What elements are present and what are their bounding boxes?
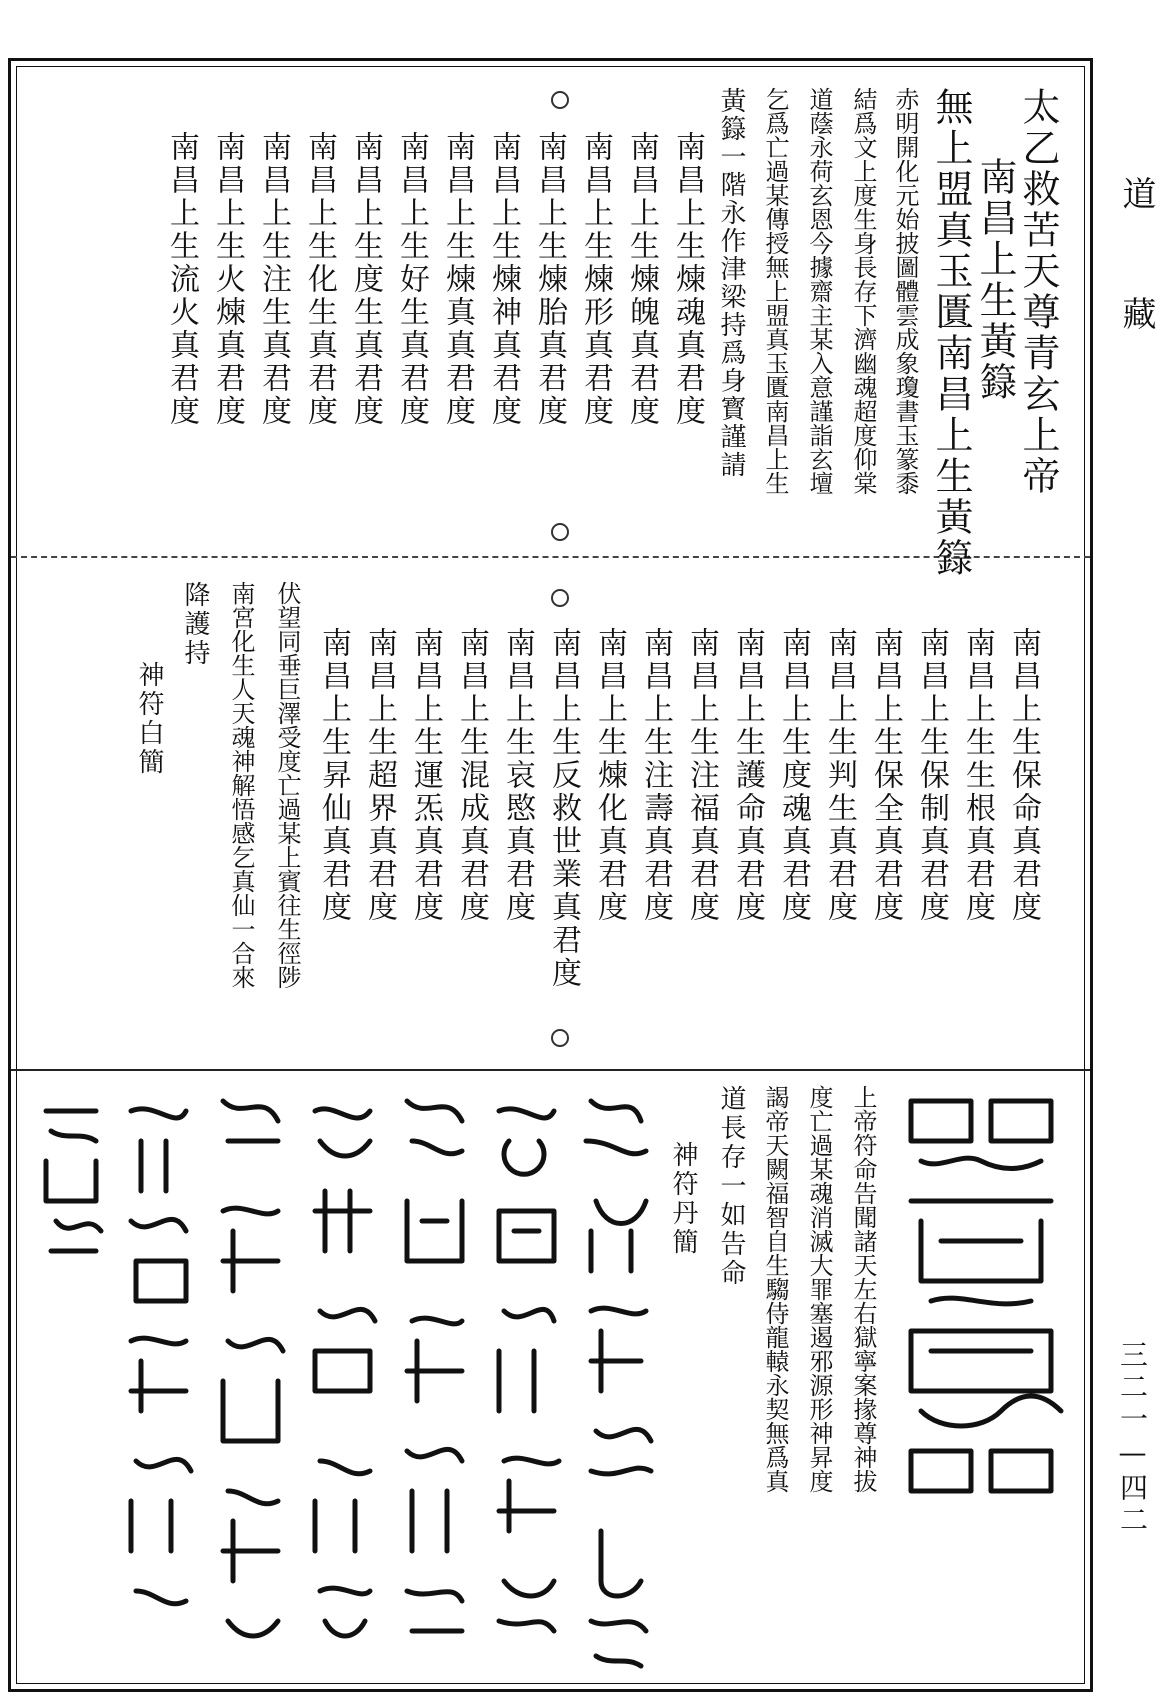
top-column-16: 南昌上生度生真君度 xyxy=(348,131,383,428)
seal-script-talisman-large xyxy=(891,1081,1071,1501)
top-column-15: 南昌上生好生真君度 xyxy=(394,131,429,428)
top-column-11: 南昌上生煉形真君度 xyxy=(578,131,613,428)
bottom-column-2: 度亡過某魂消滅大罪塞遏邪源形神昇度 xyxy=(805,1085,833,1493)
middle-column-5: 南昌上生判生真君度 xyxy=(822,627,857,924)
seal-script-column-6 xyxy=(111,1081,201,1681)
bottom-column-4: 道長存一如告命 xyxy=(716,1085,746,1288)
middle-column-9: 南昌上生注壽真君度 xyxy=(638,627,673,924)
binding-hole-2 xyxy=(551,523,569,541)
collection-title xyxy=(1112,176,1161,220)
middle-column-10: 南昌上生煉化真君度 xyxy=(592,627,627,924)
seal-script-column-7 xyxy=(31,1081,111,1281)
middle-column-15: 南昌上生超界真君度 xyxy=(362,627,397,924)
middle-column-1: 南昌上生保命真君度 xyxy=(1006,627,1041,924)
top-column-14: 南昌上生煉真真君度 xyxy=(440,131,475,428)
top-column-4: 赤明開化元始披圖體雲成象瓊書玉篆黍 xyxy=(891,87,919,495)
seal-script-column-3 xyxy=(387,1081,477,1681)
top-column-2: 南昌上生黃籙 xyxy=(973,157,1017,403)
middle-column-7: 南昌上生護命真君度 xyxy=(730,627,765,924)
middle-column-13: 南昌上生混成真君度 xyxy=(454,627,489,924)
section-divider-bottom xyxy=(11,1069,1090,1071)
top-column-3: 無上盟真玉匱南昌上生黃籙 xyxy=(929,87,973,579)
page-reference xyxy=(1112,1340,1152,1537)
top-column-10: 南昌上生煉魄真君度 xyxy=(624,131,659,428)
middle-column-11: 南昌上生反救世業真君度 xyxy=(546,627,581,990)
top-column-13: 南昌上生煉神真君度 xyxy=(486,131,521,428)
binding-hole-4 xyxy=(551,1029,569,1047)
top-column-5: 結爲文上度生身長存下濟幽魂超度仰棠 xyxy=(849,87,877,495)
page-frame xyxy=(8,58,1093,1692)
top-column-6: 道蔭永荷玄恩今據齋主某入意謹詣玄壇 xyxy=(805,87,833,495)
middle-column-16: 南昌上生昇仙真君度 xyxy=(316,627,351,924)
bottom-column-1: 上帝符命告聞諸天左右獄寧案掾尊神拔 xyxy=(849,1085,877,1493)
collection-title-2 xyxy=(1112,296,1161,340)
top-column-9: 南昌上生煉魂真君度 xyxy=(670,131,705,428)
seal-script-column-4 xyxy=(295,1081,385,1681)
middle-column-20: 神符白簡 xyxy=(134,661,164,777)
middle-column-17: 伏望同垂巨澤受度亡過某上賓往生徑陟 xyxy=(273,581,301,989)
binding-hole-3 xyxy=(551,589,569,607)
collection-char-1: 道 xyxy=(1116,176,1156,220)
middle-column-4: 南昌上生保全真君度 xyxy=(868,627,903,924)
top-column-19: 南昌上生火煉真君度 xyxy=(210,131,245,428)
middle-column-3: 南昌上生保制真君度 xyxy=(914,627,949,924)
middle-column-19: 降護持 xyxy=(180,581,210,668)
seal-script-column-5 xyxy=(203,1081,293,1681)
middle-column-14: 南昌上生運炁真君度 xyxy=(408,627,443,924)
bottom-column-5: 神符丹簡 xyxy=(668,1141,698,1257)
top-column-7: 乞爲亡過某傳授無上盟真玉匱南昌上生 xyxy=(761,87,789,495)
middle-column-18: 南宮化生人天魂神解悟感乞真仙一合來 xyxy=(227,581,255,989)
top-column-1: 太乙救苦天尊青玄上帝 xyxy=(1016,87,1060,497)
middle-column-12: 南昌上生哀愍真君度 xyxy=(500,627,535,924)
middle-column-8: 南昌上生注福真君度 xyxy=(684,627,719,924)
seal-script-column-2 xyxy=(479,1081,569,1681)
middle-column-2: 南昌上生生根真君度 xyxy=(960,627,995,924)
top-column-18: 南昌上生注生真君度 xyxy=(256,131,291,428)
page-ref-text: 三二一—四二 xyxy=(1116,1340,1149,1537)
top-column-12: 南昌上生煉胎真君度 xyxy=(532,131,567,428)
top-column-17: 南昌上生化生真君度 xyxy=(302,131,337,428)
bottom-column-3: 謁帝天闕福智自生騶侍龍轅永契無爲真 xyxy=(761,1085,789,1493)
binding-hole-1 xyxy=(551,91,569,109)
middle-column-6: 南昌上生度魂真君度 xyxy=(776,627,811,924)
collection-char-2: 藏 xyxy=(1116,296,1156,340)
seal-script-column-1 xyxy=(571,1081,661,1681)
top-column-8: 黃籙一階永作津梁持爲身寳謹請 xyxy=(716,87,746,479)
top-column-20: 南昌上生流火真君度 xyxy=(164,131,199,428)
